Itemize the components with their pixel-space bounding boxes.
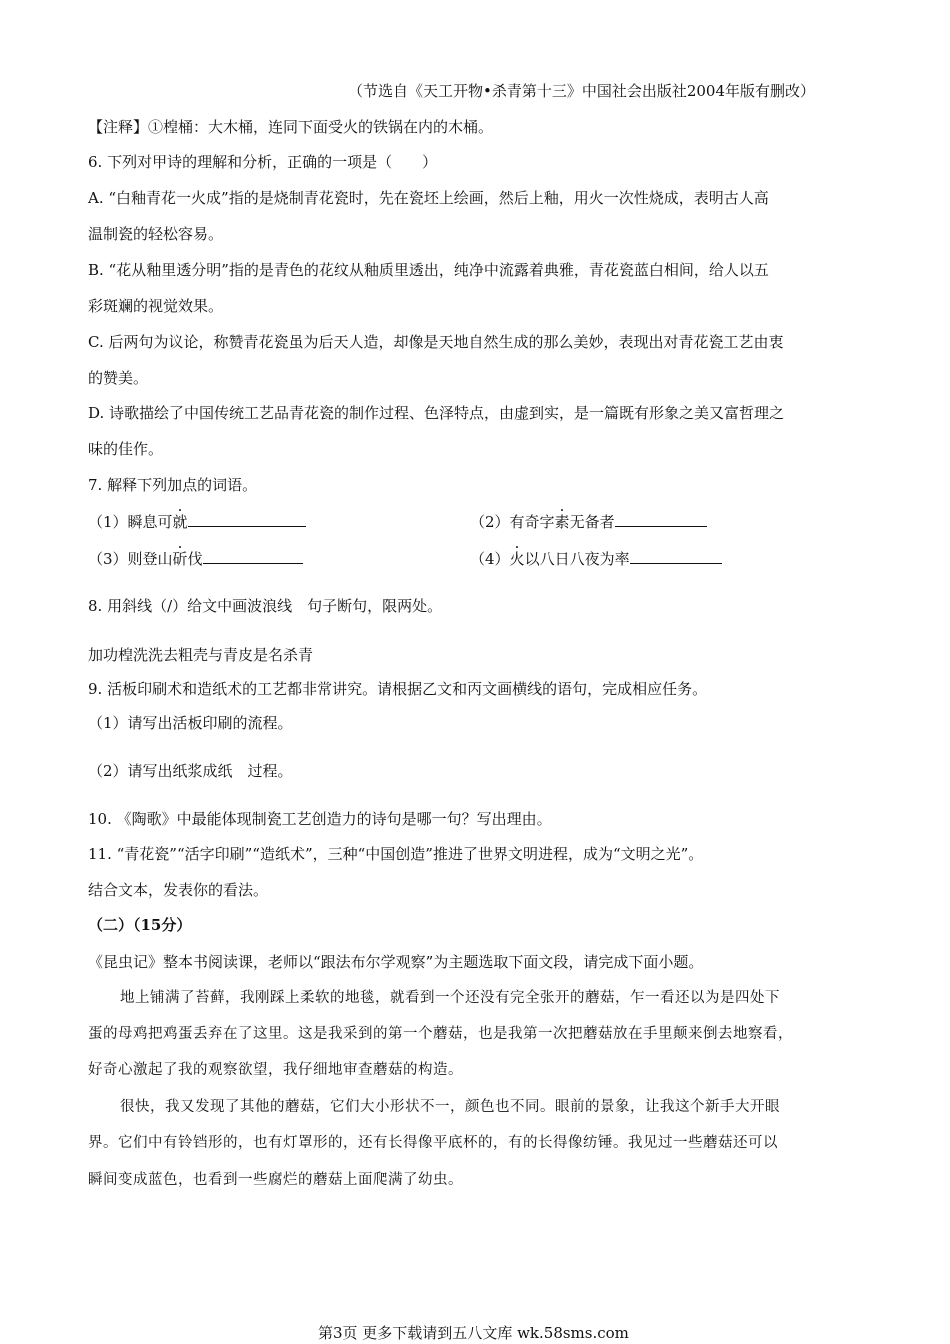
q7-item-4-suffix: 以八日八夜为率 [524, 550, 630, 568]
q7-item-3-dotted-word: 斫 [172, 550, 188, 568]
q7-item-2-prefix: （2）有奇字 [470, 513, 555, 531]
passage-paragraph-2-line2: 界。它们中有铃铛形的，也有灯罩形的，还有长得像平底杯的，有的长得像纺锤。我见过一些蘑菇还可以 [88, 1135, 778, 1151]
q6-option-c-line1: C. 后两句为议论，称赞青花瓷虽为后天人造，却像是天地自然生成的那么美妙，表现出对青花瓷工艺由衷 [88, 333, 784, 351]
q6-option-b-line2: 彩斑斓的视觉效果。 [88, 297, 224, 315]
passage-paragraph-1-line1: 地上铺满了苔藓，我刚踩上柔软的地毯，就看到一个还没有完全张开的蘑菇，乍一看还以为是四处下 [120, 990, 780, 1006]
q9-subquestion-2: （2）请写出纸浆成纸 过程。 [88, 762, 293, 780]
page-footer: 第3页 更多下载请到五八文库 wk.58sms.com [318, 1324, 629, 1342]
q7-item-2-answer-blank[interactable] [615, 511, 707, 527]
q6-option-a-line1: A. “白釉青花一火成”指的是烧制青花瓷时，先在瓷坯上绘画，然后上釉，用火一次性烧成，表明古人高 [88, 189, 769, 207]
q7-item-1-prefix: （1）瞬息可 [88, 513, 173, 531]
section-2-intro: 《昆虫记》整本书阅读课，老师以“跟法布尔学观察”为主题选取下面文段，请完成下面小题。 [88, 953, 704, 971]
q6-option-a-line2: 温制瓷的轻松容易。 [88, 225, 224, 243]
q7-item-4-prefix: （4） [470, 550, 510, 568]
question-6-stem: 6. 下列对甲诗的理解和分析，正确的一项是（ ） [88, 153, 438, 171]
question-7-stem: 7. 解释下列加点的词语。 [88, 476, 258, 494]
q6-option-d-line1: D. 诗歌描绘了中国传统工艺品青花瓷的制作过程、色泽特点，由虚到实，是一篇既有形象之美又富哲理之 [88, 404, 785, 422]
question-11-line1: 11. “青花瓷”“活字印刷”“造纸术”，三种“中国创造”推进了世界文明进程，成为“文明之光”。 [88, 845, 704, 863]
passage-paragraph-1-line2: 蛋的母鸡把鸡蛋丢弃在了这里。这是我采到的第一个蘑菇，也是我第一次把蘑菇放在手里颠来倒去地察看， [88, 1026, 793, 1042]
passage-paragraph-2-line1: 很快，我又发现了其他的蘑菇，它们大小形状不一，颜色也不同。眼前的景象，让我这个新手大开眼 [120, 1099, 780, 1115]
q7-item-2-dotted-word: 素 [554, 513, 570, 531]
q6-option-d-line2: 味的佳作。 [88, 440, 164, 458]
q7-item-3-prefix: （3）则登山 [88, 550, 173, 568]
q7-item-4-dotted-word: 火 [509, 550, 525, 568]
q6-option-b-line1: B. “花从釉里透分明”指的是青色的花纹从釉质里透出，纯净中流露着典雅，青花瓷蓝白相间，给人以五 [88, 261, 769, 279]
q7-item-4 [470, 548, 722, 569]
q7-item-3-answer-blank[interactable] [203, 548, 303, 564]
q6-option-c-line2: 的赞美。 [88, 369, 149, 387]
source-note: （节选自《天工开物•杀青第十三》中国社会出版社2004年版有删改） [348, 82, 816, 100]
annotation-note: 【注释】①楻桶：大木桶，连同下面受火的铁锅在内的木桶。 [88, 118, 494, 136]
q8-sentence: 加功楻洗洗去粗壳与青皮是名杀青 [88, 646, 314, 664]
question-10: 10. 《陶歌》中最能体现制瓷工艺创造力的诗句是哪一句？写出理由。 [88, 810, 552, 828]
question-9-stem: 9. 活板印刷术和造纸术的工艺都非常讲究。请根据乙文和丙文画横线的语句，完成相应任务。 [88, 680, 708, 698]
q7-item-4-answer-blank[interactable] [630, 548, 722, 564]
q7-item-1-dotted-word: 就 [172, 513, 188, 531]
question-8-stem: 8. 用斜线（/）给文中画波浪线 句子断句，限两处。 [88, 597, 443, 615]
passage-paragraph-1-line3: 好奇心激起了我的观察欲望，我仔细地审查蘑菇的构造。 [88, 1062, 463, 1078]
q7-item-1 [88, 511, 306, 532]
q9-subquestion-1: （1）请写出活板印刷的流程。 [88, 714, 293, 732]
q7-item-2-suffix: 无备者 [569, 513, 615, 531]
q7-item-2 [470, 511, 707, 532]
passage-paragraph-2-line3: 瞬间变成蓝色，也看到一些腐烂的蘑菇上面爬满了幼虫。 [88, 1172, 463, 1188]
section-2-heading: （二）（15分） [88, 916, 192, 934]
question-11-line2: 结合文本，发表你的看法。 [88, 881, 269, 899]
q7-item-3 [88, 548, 303, 569]
q7-item-1-answer-blank[interactable] [188, 511, 306, 527]
q7-item-3-suffix: 伐 [187, 550, 203, 568]
